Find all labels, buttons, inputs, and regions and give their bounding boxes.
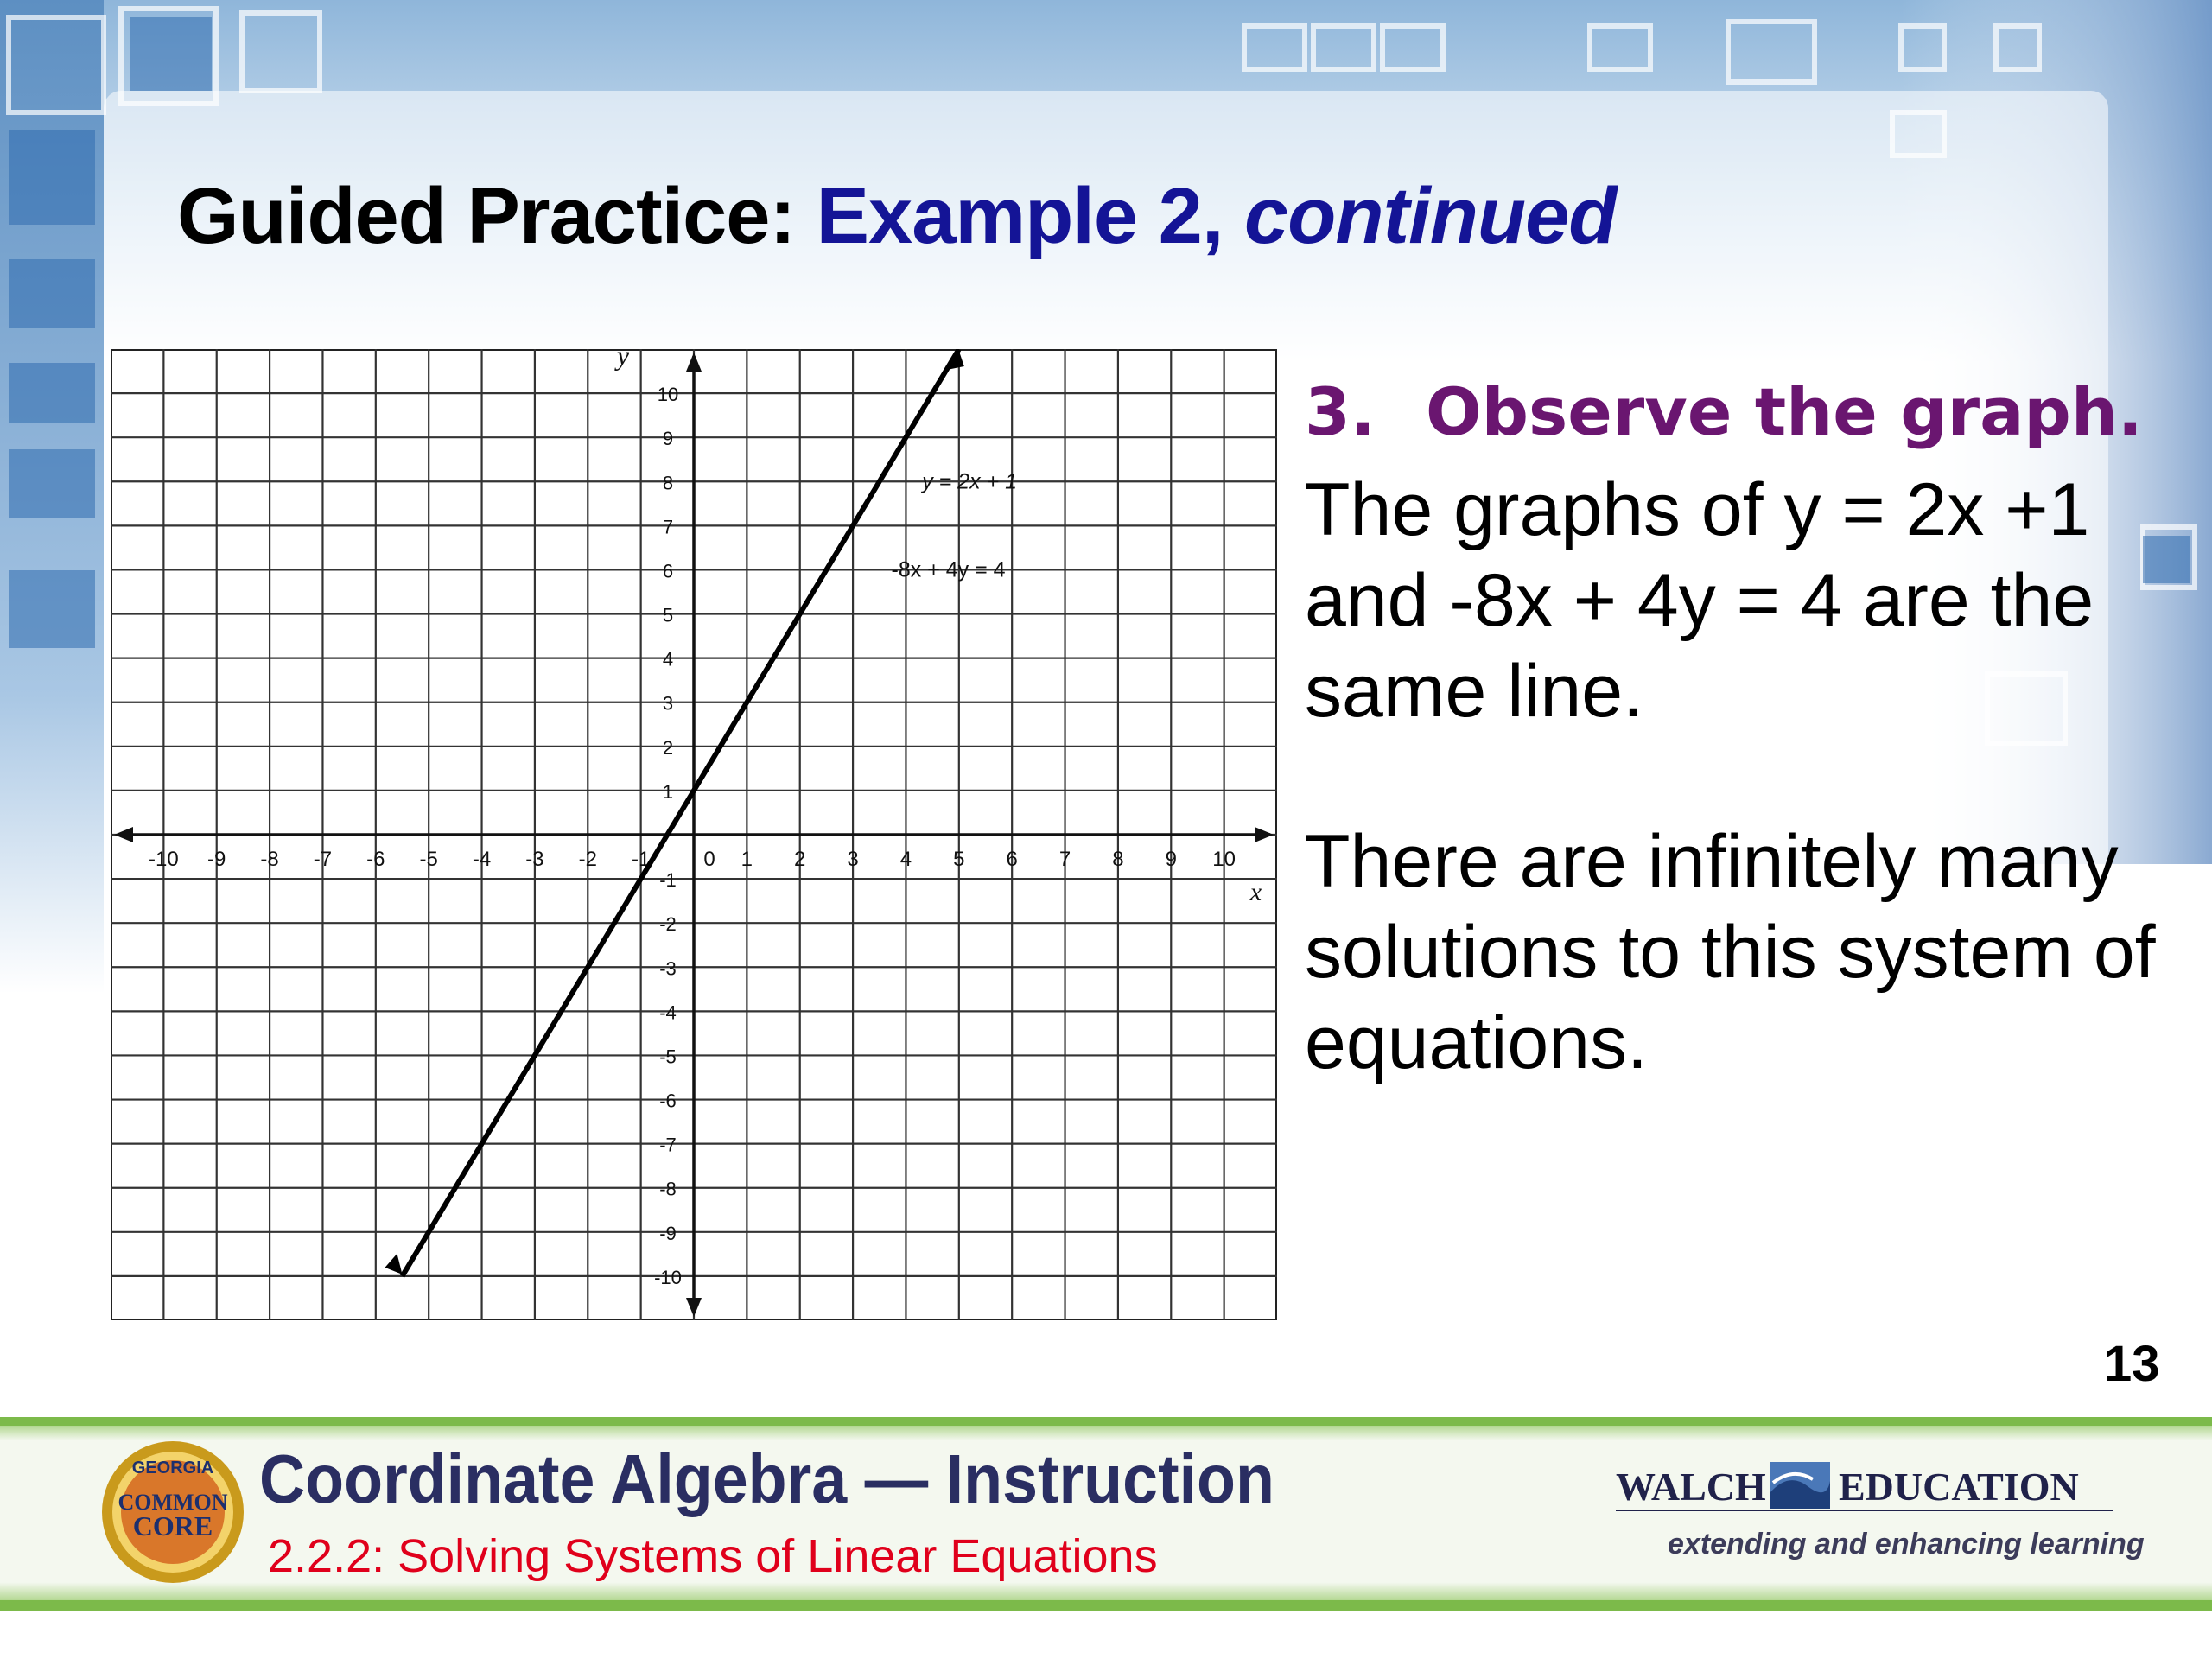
x-tick-label: -7	[313, 848, 333, 871]
x-tick-label: 3	[847, 848, 859, 871]
georgia-common-core-seal	[99, 1439, 246, 1586]
seal-core-text: CORE	[132, 1510, 213, 1541]
x-tick-label: -1	[631, 848, 651, 871]
y-tick-label: -10	[654, 1266, 682, 1288]
paragraph-infinite-solutions: There are infinitely many solutions to this system of equations.	[1305, 820, 2156, 1084]
page-number: 13	[2104, 1336, 2160, 1392]
y-tick-label: 1	[662, 780, 674, 803]
slide-title	[177, 171, 1616, 262]
y-tick-label: -6	[659, 1090, 677, 1112]
x-tick-label: 1	[741, 848, 753, 871]
paragraph-same-line: The graphs of y = 2x +1 and -8x + 4y = 4 are the same line.	[1305, 468, 2094, 733]
y-tick-label: 3	[662, 692, 674, 715]
x-tick-label: 10	[1212, 848, 1236, 871]
wave-icon	[1770, 1462, 1830, 1509]
step-number: 3.	[1305, 373, 1376, 450]
x-tick-label: -10	[149, 848, 179, 871]
y-tick-label: 10	[657, 384, 679, 406]
x-axis-label: x	[1249, 878, 1262, 906]
logo-education-text: EDUCATION	[1839, 1465, 2079, 1509]
y-tick-label: 2	[662, 736, 674, 759]
x-tick-label: -4	[472, 848, 492, 871]
x-tick-label: 6	[1006, 848, 1018, 871]
walch-tagline: extending and enhancing learning	[1668, 1528, 2145, 1560]
x-tick-label: 2	[794, 848, 806, 871]
y-tick-label: -8	[659, 1178, 677, 1200]
y-tick-label: -1	[659, 869, 677, 892]
y-tick-label: 4	[662, 648, 674, 671]
y-tick-label: 6	[662, 560, 674, 582]
y-tick-label: -4	[659, 1001, 677, 1024]
y-tick-label: 9	[662, 428, 674, 450]
seal-common-text: COMMON	[118, 1490, 228, 1515]
x-tick-label: 7	[1058, 848, 1071, 871]
title-example: Example 2,	[816, 172, 1244, 260]
y-tick-label: -3	[659, 957, 677, 980]
title-continued: continued	[1243, 172, 1617, 260]
y-tick-label: -2	[659, 913, 677, 936]
coordinate-graph	[111, 349, 1277, 1320]
x-tick-label: 5	[953, 848, 965, 871]
equation-label-2: -8x + 4y = 4	[891, 557, 1006, 582]
x-tick-label: -3	[525, 848, 544, 871]
y-tick-label: -9	[659, 1222, 677, 1244]
x-tick-label: -6	[366, 848, 385, 871]
x-tick-label: -2	[578, 848, 597, 871]
course-title: Coordinate Algebra — Instruction	[259, 1440, 1274, 1517]
x-tick-label: -8	[260, 848, 279, 871]
y-tick-label: 7	[662, 516, 674, 538]
x-tick-label: 9	[1165, 848, 1177, 871]
lesson-title: 2.2.2: Solving Systems of Linear Equations	[268, 1530, 1158, 1582]
seal-top-text: GEORGIA	[131, 1459, 214, 1478]
logo-walch-text: WALCH	[1616, 1465, 1766, 1509]
walch-education-logo	[1616, 1450, 2117, 1519]
y-tick-label: -7	[659, 1134, 677, 1156]
x-tick-label: -5	[419, 848, 438, 871]
y-tick-label: 5	[662, 604, 674, 626]
equation-label-1: y = 2x + 1	[922, 469, 1017, 494]
x-tick-label: -9	[207, 848, 226, 871]
y-tick-label: -5	[659, 1046, 677, 1068]
x-tick-label: 4	[899, 848, 912, 871]
x-tick-label: 0	[703, 848, 715, 871]
step-heading-text: Observe the graph.	[1426, 373, 2143, 450]
y-axis-label: y	[616, 349, 630, 371]
x-tick-label: 8	[1112, 848, 1124, 871]
step-heading	[1305, 373, 2143, 450]
title-prefix: Guided Practice:	[177, 172, 817, 260]
y-tick-label: 8	[662, 472, 674, 494]
